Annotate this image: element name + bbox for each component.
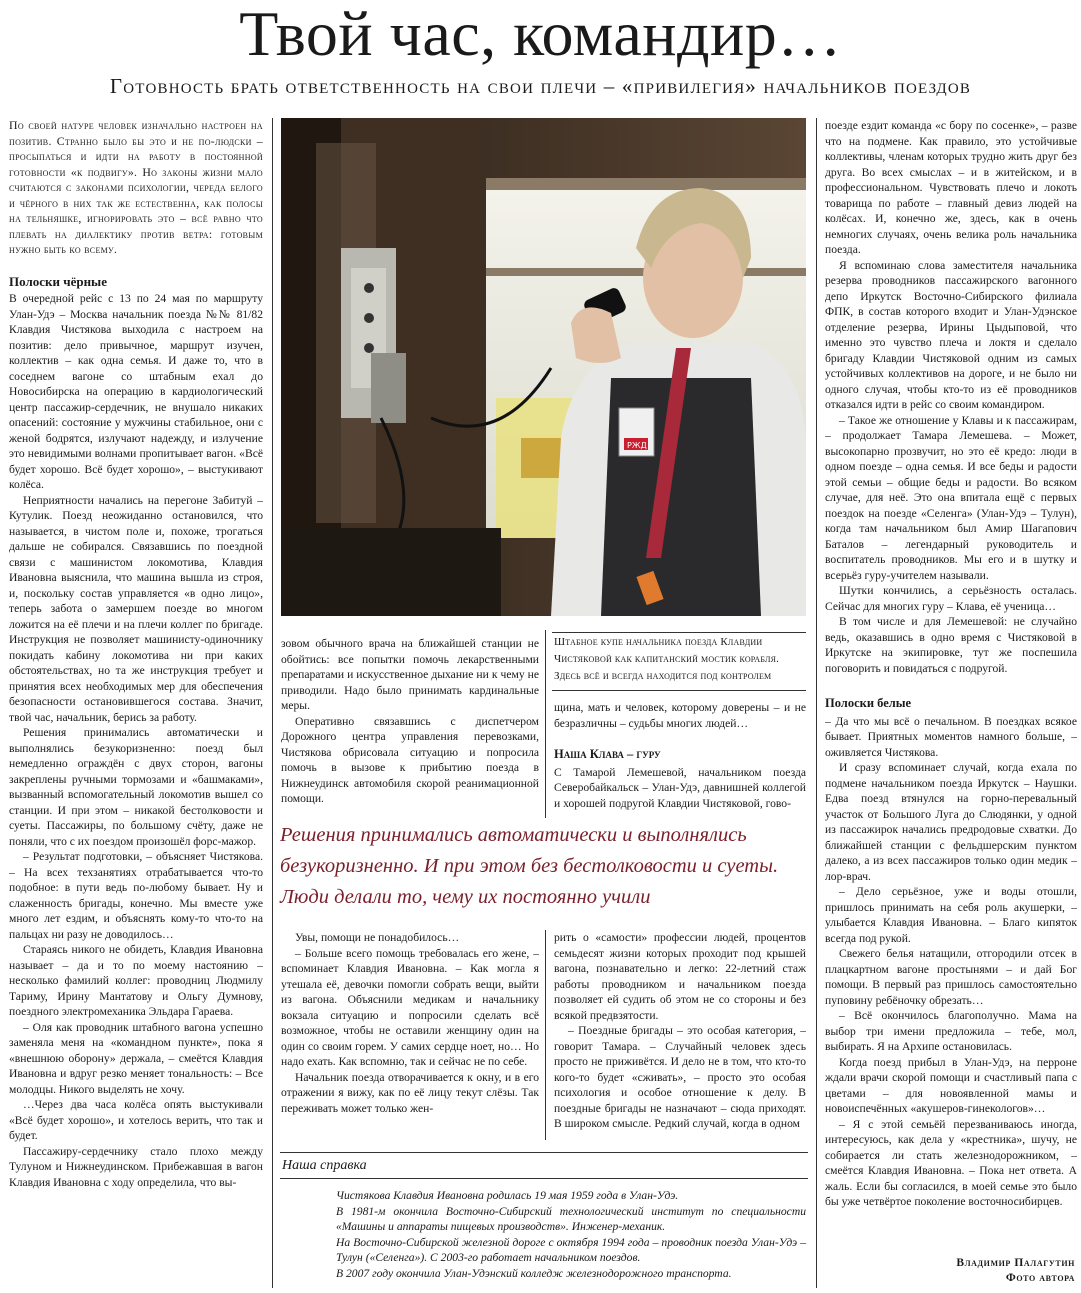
article-paragraph: …Через два часа колёса опять выстукивали «Всё будет хорошо», и хотелось верить, что так и будет. [9,1098,263,1142]
note-line: В 1981-м окончила Восточно-Сибирский технологический институт по специальности «Машины и аппараты пищевых производств». Инженер-механик. [336,1204,806,1234]
article-paragraph: – Поездные бригады – это особая категория, – говорит Тамара. – Случайный человек здесь просто не приживётся. И дело не в том, что кто-то кого-то будет «сживать», – просто это особая психология и особое отношение к делу. В поездные бригады не назначают – сюда приходят. В широком смысле. Редкий случай, когда в одном [554,1024,806,1130]
column-divider [272,118,273,1288]
lead-paragraph: По своей натуре человек изначально настроен на позитив. Странно было бы это и не по-людски – просыпаться и идти на работу в постоянной готовности «к подвигу». Но законы жизни мало считаются с законами психологии, череда белого и чёрного в них так же естественна, как полосы на тельняшке, игнорировать это – всё равно что плевать на диалектику против ветра: готовым нужно быть ко всему. [9,118,263,256]
article-paragraph: Я вспоминаю слова заместителя начальника резерва проводников пассажирского вагонного депо Иркутск Восточно-Сибирского филиала ФПК, в состав которого входит и Улан-Удэнское отделение резерва, Ирины Цыдыповой, что именно это чувство плеча и локтя и сделало бригаду Клавдии Чистяковой одним из самых устойчивых коллективов на дороге, и не было ни одного случая, чтобы кто-то из её проводников отказался идти в рейс со своим командиром. [825,258,1077,411]
subheadline: Готовность брать ответственность на свои плечи – «привилегия» начальников поездов [109,74,972,98]
article-paragraph: Когда поезд прибыл в Улан-Удэ, на перроне ждали врачи скорой помощи и счастливый папа с цветами – для новоявленной мамы и новоиспечённых «акушеров-гинекологов»… [825,1055,1077,1115]
article-paragraph: поезде ездит команда «с бору по сосенке», – разве что на подмене. Как правило, это устойчивые коллективы, членам которых трудно жить друг без друга. Во всех смыслах – и в житейском, и в профессиональном. Чувствовать плечо и локоть товарища по работе – главный девиз людей на колёсах. И, конечно же, здесь, как в очень немногих случаях, очень велика роль начальника поезда. [825,119,1077,256]
note-line: В 2007 году окончила Улан-Удэнский колледж железнодорожного транспорта. [336,1266,732,1280]
caption-rule [552,690,806,691]
article-paragraph: С Тамарой Лемешевой, начальником поезда Северобайкальск – Улан-Удэ, давнишней коллегой и хорошей подругой Клавдии Чистяковой, гово- [554,765,806,810]
article-paragraph: Решения принимались автоматически и выполнялись безукоризненно: поезд был немедленно ограждён с двух сторон, вагоны закреплены ручными тормозами и «башмаками», вызванный вспомогательный локомотив вышел со станции. И при этом – никакой бестолковости и суеты. Пассажиры, по большому счёту, даже не поняли, что с их поездом произошёл форс-мажор. [9,726,263,848]
article-photo [281,118,806,616]
column-4 [825,118,1077,1254]
column-3-top [554,700,806,818]
note-line: Чистякова Клавдия Ивановна родилась 19 мая 1959 года в Улан-Удэ. [336,1189,679,1202]
photo-credit: Фото автора [1005,1272,1075,1284]
note-title: Наша справка [282,1158,367,1173]
column-divider [545,630,546,818]
pull-quote: Решения принимались автоматически и выполнялись безукоризненно. И при этом без бестолковости и суеты. Люди делали то, чему их постоянно учили [280,824,779,908]
article-paragraph: Начальник поезда отворачивается к окну, и в его отражении я вижу, как по её лицу текут слёзы. Так переживать может только жен- [281,1070,539,1115]
note-line: На Восточно-Сибирской железной дороге с октября 1994 года – проводник поезда Улан-Удэ – Тулун («Селенга»). С 2003-го работает начальником поездов. [336,1235,806,1265]
headline: Твой час, командир… [239,0,842,69]
column-divider [545,930,546,1140]
article-paragraph: – Дело серьёзное, уже и воды отошли, пришлось принимать на себя роль акушерки, – улыбается Клавдия Ивановна. – Благо кипяток всегда под рукой. [825,885,1077,945]
article-paragraph: – Всё окончилось благополучно. Мама на выбор три имени предложила – тебе, мол, выбирать. Я на Архипе остановилась. [825,1009,1077,1053]
article-paragraph: – Результат подготовки, – объясняет Чистякова. – На всех техзанятиях отрабатывается что-то подобное: в пути ведь по-любому бывает. Ну и слаженность бригады, конечно. Мы вместе уже много лет ездим, и объяснять кому-то что-то на пальцах ни разу не доводилось… [9,850,263,941]
photo-badge-logo: РЖД [627,441,647,450]
article-paragraph: – Оля как проводник штабного вагона успешно заменяла меня на «командном пункте», пока я «внешнюю оборону» держала, – смеётся Клавдия Ивановна и вдруг резко меняет тональность: – Все молодцы. Никого выделять не хочу. [9,1020,263,1096]
author-name: Владимир Палагутин [956,1257,1075,1269]
biography-note [336,1188,806,1282]
caption-rule [552,632,806,633]
article-paragraph: Оперативно связавшись с диспетчером Дорожного центра управления перевозками, Чистякова обрисовала ситуацию и попросила помочь в вызове к прибытию поезда в Нижнеудинск автомобиля скорой реанимационной помощи. [281,714,539,805]
photo-conductor-illustration [281,118,806,616]
column-2-bottom [281,930,539,1142]
article-paragraph: зовом обычного врача на ближайшей станции не обойтись: все попытки помочь лекарственными препаратами и искусственное дыхание ни к чему не приводили. Надо было принимать кардинальные меры. [281,637,539,712]
article-paragraph: щина, мать и человек, которому доверены – и не безразличны – судьбы многих людей… [554,701,806,730]
section-title-black-stripes: Полоски чёрные [9,273,107,289]
byline [956,1256,1075,1286]
article-paragraph: В очередной рейс с 13 по 24 мая по маршруту Улан-Удэ – Москва начальник поезда №№ 81/82 Клавдия Чистякова выходила с настроем на позитив: дело привычное, маршрут изучен, коллектив – как одна семья. И даже то, что в соседнем вагоне со штабным ехал до Новосибирска на операцию в кардиологический центр пассажир-сердечник, не внушало никаких опасений: состояние у мужчины стабильное, они с женой бодрятся, излучают надежду, и излучение это невидимыми волнами пропитывает вагон. «Всё будет хорошо. Всё будет хорошо», – выстукивают колёса. [9,292,263,491]
article-paragraph: Увы, помощи не понадобилось… [295,931,460,944]
article-paragraph: Стараясь никого не обидеть, Клавдия Ивановна называет – да и то по моему настоянию – несколько фамилий коллег: проводниц Людмилу Тариму, Ирину Мантатову и Ольгу Думнову, поездного электромеханика Эльдара Гараева. [9,943,263,1018]
section-title-white-stripes: Полоски белые [825,696,912,710]
article-paragraph: – Такое же отношение у Клавы и к пассажирам, – продолжает Тамара Лемешева. – Может, высокопарно прозвучит, но это её кредо: люди в одном поезде – одна семья. И все беды и радости этой семьи – общие беды и радости. Во всяком случае, для неё. Это она впитала ещё с первых поездок на поезде «Селенга» (Улан-Удэ – Тулун), когда там начальником был Амир Шагапович Баталов – легендарный руководитель и воспитатель проводников. Мы его и в шутку и всерьёз гуру-учителем называли. [825,413,1077,582]
article-paragraph: Неприятности начались на перегоне Забитуй – Кутулик. Поезд неожиданно остановился, что называется, в чистом поле и, похоже, трогаться дальше не собирался. Связавшись по поездной связи с машинистом локомотива, Клавдия Ивановна выяснила, что машина вышла из строя, и, поскольку состав управляется «в одно лицо», теперь забота о замершем поезде во многом ложится на её плечи и на плечи коллег по бригаде. Инструкция не позволяет машинисту-одиночнику покидать кабину локомотива ни при каких обстоятельствах, но та же инструкция требует и принятия всех необходимых мер для обеспечения безопасности остановившегося состава. Значит, твой час, начальник, берись за работу. [9,493,263,724]
article-paragraph: И сразу вспоминает случай, когда ехала по подмене начальником поезда Иркутск – Наушки. Едва поезд втянулся на горно-перевальный участок от Большого Луга до Слюдянки, у одной из пассажирок начались предродовые схватки. До ближайшей станции с фельдшерским пунктом далеко, а из всех пассажиров только один медик – лор-врач. [825,761,1077,883]
column-3-bottom [554,930,806,1142]
article-paragraph: Шутки кончились, а серьёзность осталась. Сейчас для многих гуру – Клава, её ученица… [825,584,1077,613]
note-rule [280,1152,808,1153]
section-title-guru: Наша Клава – гуру [554,747,661,761]
photo-caption: Штабное купе начальника поезда Клавдии Чистяковой как капитанский мостик корабля. Здесь всё и всегда находится под контролем [554,636,780,682]
column-divider [816,118,817,1288]
column-1 [9,118,263,1288]
article-paragraph: рить о «самости» профессии людей, процентов семьдесят жизни которых проходит под крышей вагона, познавательно и легко: 22-летний стаж работы проводником и начальником поезда позволяет ей судить об этом не со стороны и без всякой предвзятости. [554,931,806,1022]
article-paragraph: – Да что мы всё о печальном. В поездках всякое бывает. Приятных моментов намного больше, – оживляется Чистякова. [825,714,1077,759]
column-2-top [281,636,539,814]
article-paragraph: – Я с этой семьёй перезваниваюсь иногда, интересуюсь, как дела у «крестника», шучу, не собирается ли стать железнодорожником, – смеётся Клавдия Ивановна. – Пока нет ответа. А жаль. Если бы согласился, в моей семье это было бы уже четвёртое поколение восточносибирцев. [825,1117,1077,1208]
note-rule [280,1178,808,1179]
article-paragraph: В том числе и для Лемешевой: не случайно ведь, оказавшись в одно время с Чистяковой в Иркутске на экипировке, тут же поспешила поговорить и повидаться с подругой. [825,615,1077,675]
article-paragraph: – Больше всего помощь требовалась его жене, – вспоминает Клавдия Ивановна. – Как могла я утешала её, девочки помогли собрать вещи, выйти из вагона. Объяснили медикам и начальнику вокзала ситуацию и попросили сделать всё возможное, чтобы не оставили женщину один на один со своим горем. У самих сердце ноет, но… Но надо ехать. Как вспомню, так и сейчас не по себе. [281,946,539,1068]
article-paragraph: Пассажиру-сердечнику стало плохо между Тулуном и Нижнеудинском. Прибежавшая в вагон Клавдия Ивановна с ходу определила, что вы- [9,1144,263,1189]
article-paragraph: Свежего белья натащили, отгородили отсек в плацкартном вагоне простынями – и дай Бог помощи. В первый раз пришлось самостоятельно пуповину ребёночку обрезать… [825,947,1077,1007]
